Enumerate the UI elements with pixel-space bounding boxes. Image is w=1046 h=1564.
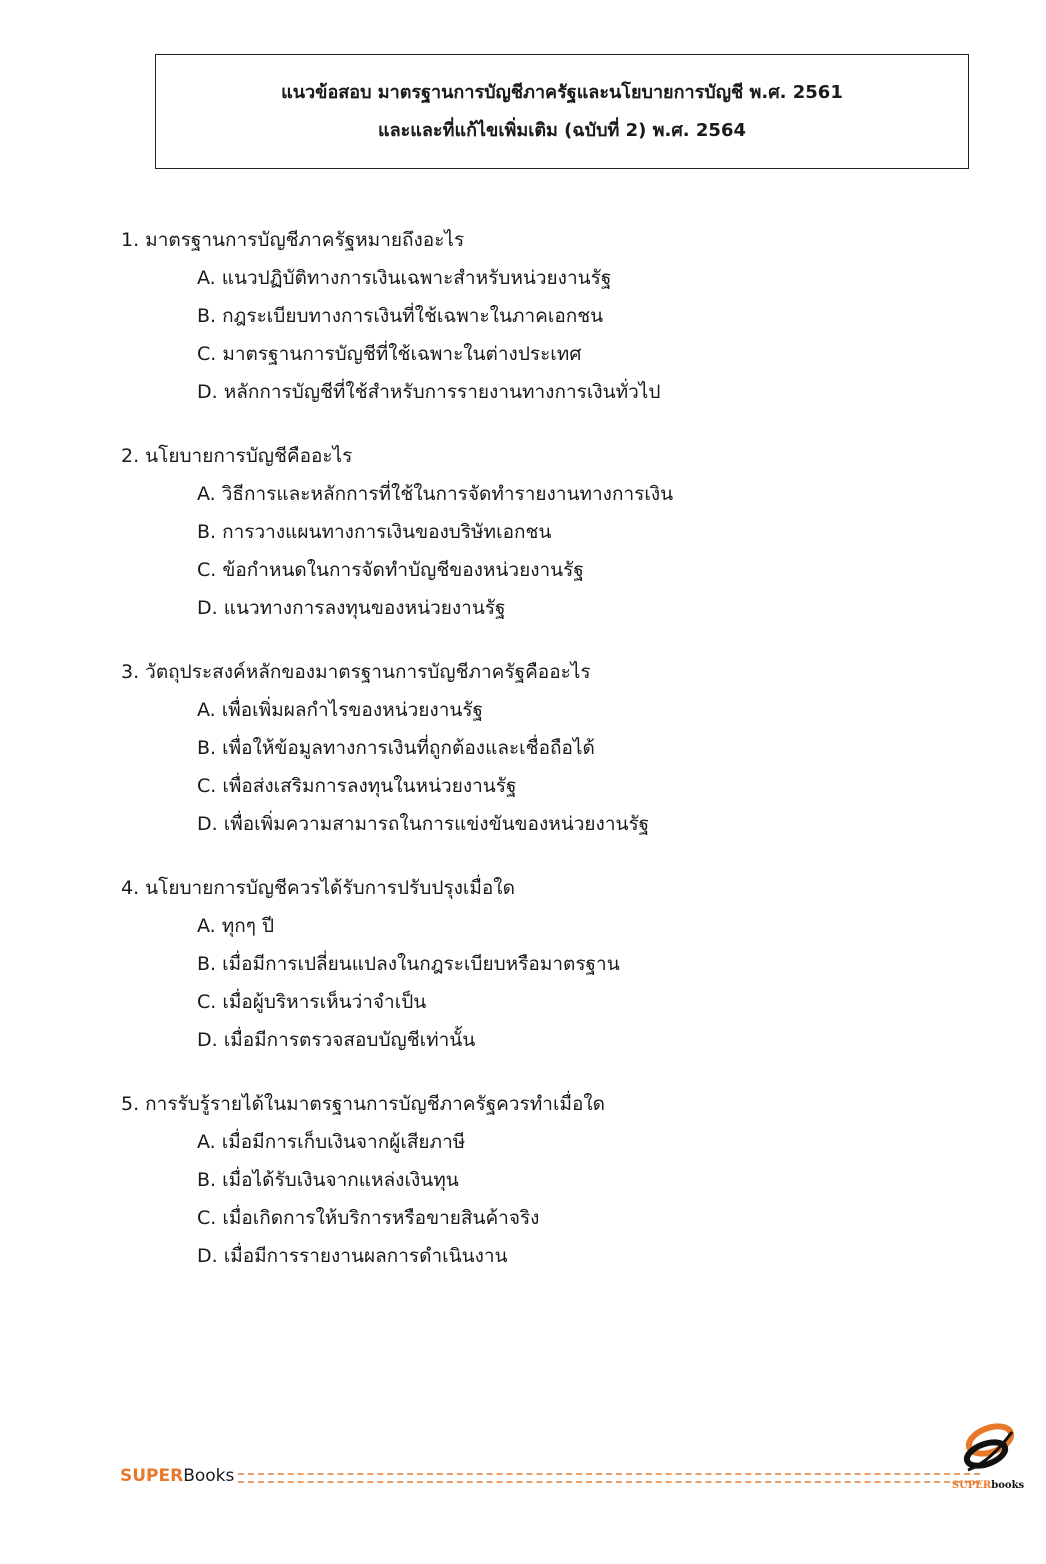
option-b: B. การวางแผนทางการเงินของบริษัทเอกชน [197, 521, 552, 543]
option-c: C. เมื่อเกิดการให้บริการหรือขายสินค้าจริง [197, 1207, 540, 1229]
option-d: D. หลักการบัญชีที่ใช้สำหรับการรายงานทางการเงินทั่วไป [197, 381, 661, 403]
option-a: A. แนวปฏิบัติทางการเงินเฉพาะสำหรับหน่วยงานรัฐ [197, 267, 612, 289]
option-a: A. วิธีการและหลักการที่ใช้ในการจัดทำรายงานทางการเงิน [197, 483, 674, 505]
option-a: A. ทุกๆ ปี [197, 915, 275, 937]
option-list [121, 695, 1021, 847]
question-5 [121, 1089, 1021, 1279]
option-a: A. เมื่อมีการเก็บเงินจากผู้เสียภาษี [197, 1131, 466, 1153]
footer-divider [238, 1473, 980, 1483]
question-text: 1. มาตรฐานการบัญชีภาครัฐหมายถึงอะไร [121, 229, 465, 251]
page-footer [120, 1466, 980, 1486]
question-4 [121, 873, 1021, 1063]
question-text: 4. นโยบายการบัญชีควรได้รับการปรับปรุงเมื่อใด [121, 877, 515, 899]
option-c: C. ข้อกำหนดในการจัดทำบัญชีของหน่วยงานรัฐ [197, 559, 584, 581]
footer-brand-super: SUPER [120, 1466, 184, 1486]
option-list [121, 1127, 1021, 1279]
logo-wordmark: SUPERbooks [951, 1480, 1025, 1491]
option-d: D. แนวทางการลงทุนของหน่วยงานรัฐ [197, 597, 506, 619]
question-3 [121, 657, 1021, 847]
book-swoosh-icon [946, 1418, 1030, 1480]
option-d: D. เพื่อเพิ่มความสามารถในการแข่งขันของหน่วยงานรัฐ [197, 813, 650, 835]
question-text: 2. นโยบายการบัญชีคืออะไร [121, 445, 353, 467]
option-d: D. เมื่อมีการตรวจสอบบัญชีเท่านั้น [197, 1029, 476, 1051]
question-2 [121, 441, 1021, 631]
option-c: C. เมื่อผู้บริหารเห็นว่าจำเป็น [197, 991, 427, 1013]
option-c: C. เพื่อส่งเสริมการลงทุนในหน่วยงานรัฐ [197, 775, 517, 797]
option-list [121, 911, 1021, 1063]
option-list [121, 263, 1021, 415]
option-b: B. กฎระเบียบทางการเงินที่ใช้เฉพาะในภาคเอกชน [197, 305, 604, 327]
option-b: B. เพื่อให้ข้อมูลทางการเงินที่ถูกต้องและเชื่อถือได้ [197, 737, 595, 759]
footer-brand-books: Books [183, 1466, 235, 1486]
question-list [121, 225, 1021, 1305]
option-b: B. เมื่อมีการเปลี่ยนแปลงในกฎระเบียบหรือมาตรฐาน [197, 953, 620, 975]
question-1 [121, 225, 1021, 415]
title-line-2: และและที่แก้ไขเพิ่มเติม (ฉบับที่ 2) พ.ศ. 2564 [378, 119, 746, 141]
superbooks-logo [946, 1418, 1030, 1492]
option-a: A. เพื่อเพิ่มผลกำไรของหน่วยงานรัฐ [197, 699, 484, 721]
option-c: C. มาตรฐานการบัญชีที่ใช้เฉพาะในต่างประเทศ [197, 343, 582, 365]
option-d: D. เมื่อมีการรายงานผลการดำเนินงาน [197, 1245, 508, 1267]
option-b: B. เมื่อได้รับเงินจากแหล่งเงินทุน [197, 1169, 459, 1191]
question-text: 5. การรับรู้รายได้ในมาตรฐานการบัญชีภาครัฐควรทำเมื่อใด [121, 1093, 605, 1115]
option-list [121, 479, 1021, 631]
exam-title-box [155, 54, 969, 169]
question-text: 3. วัตถุประสงค์หลักของมาตรฐานการบัญชีภาครัฐคืออะไร [121, 661, 591, 683]
title-line-1: แนวข้อสอบ มาตรฐานการบัญชีภาครัฐและนโยบายการบัญชี พ.ศ. 2561 [281, 81, 843, 103]
